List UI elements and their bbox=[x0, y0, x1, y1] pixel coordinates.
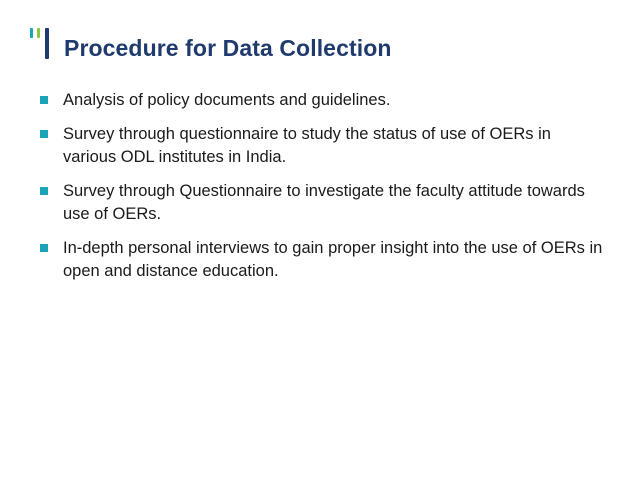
bullet-item bbox=[38, 237, 608, 283]
bullet-item bbox=[38, 180, 608, 226]
logo-bar-teal bbox=[30, 28, 33, 38]
bullet-text: Survey through questionnaire to study the status of use of OERs in various ODL institutes in India. bbox=[63, 125, 551, 166]
logo-accent-marks bbox=[30, 28, 56, 68]
square-bullet-icon bbox=[40, 187, 48, 195]
square-bullet-icon bbox=[40, 244, 48, 252]
bullet-list bbox=[38, 89, 608, 294]
square-bullet-icon bbox=[40, 130, 48, 138]
logo-bar-green bbox=[37, 28, 40, 38]
logo-bar-blue bbox=[45, 28, 49, 59]
slide-title: Procedure for Data Collection bbox=[64, 35, 392, 61]
square-bullet-icon bbox=[40, 96, 48, 104]
bullet-text: Analysis of policy documents and guidelines. bbox=[63, 91, 391, 109]
bullet-item bbox=[38, 89, 608, 112]
bullet-item bbox=[38, 123, 608, 169]
bullet-text: In-depth personal interviews to gain proper insight into the use of OERs in open and distance education. bbox=[63, 239, 603, 280]
bullet-text: Survey through Questionnaire to investigate the faculty attitude towards use of OERs. bbox=[63, 182, 585, 223]
